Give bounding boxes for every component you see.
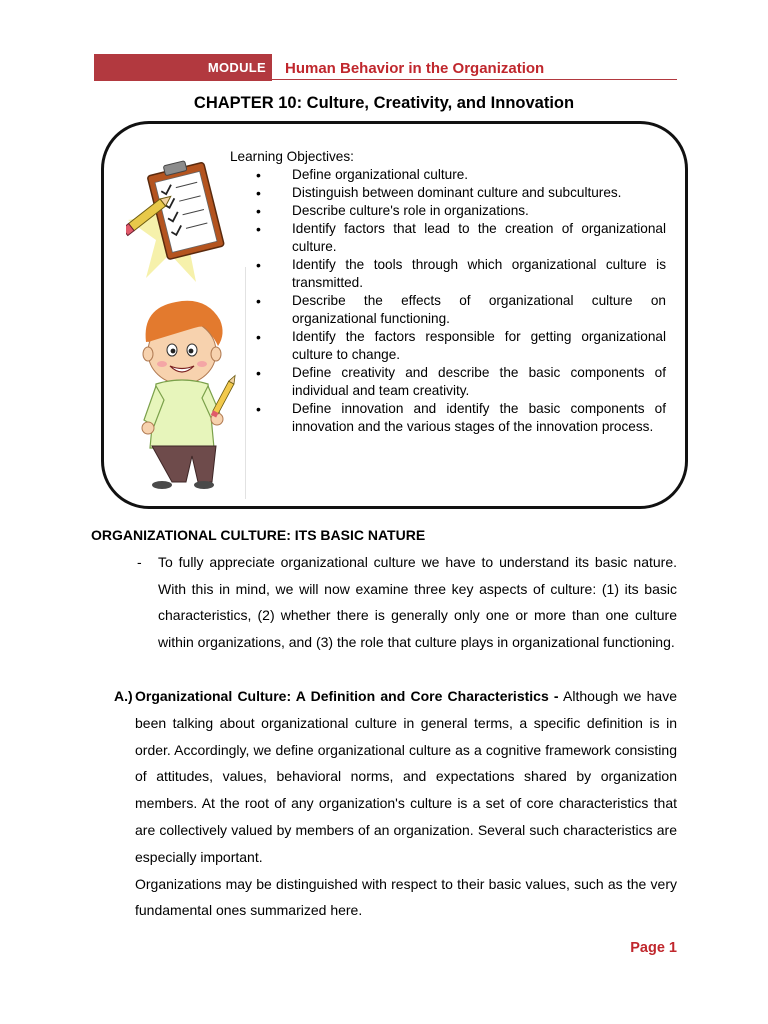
- section-heading: ORGANIZATIONAL CULTURE: ITS BASIC NATURE: [91, 527, 426, 543]
- intro-paragraph: To fully appreciate organizational culture we have to understand its basic nature. With this in mind, we will now examine three key aspects of culture: (1) its basic characteristics, (2) whether there is generally only one or more than one culture within organizations, and (3) the role that culture plays in organizational functioning.: [158, 554, 677, 650]
- subsection-a-title: Organizational Culture: A Definition and Core Characteristics -: [135, 688, 559, 704]
- module-tag: [94, 54, 272, 81]
- objective-item: • Define organizational culture.: [230, 166, 666, 184]
- objectives-illustration: [126, 146, 246, 496]
- objective-item: • Identify factors that lead to the creation of organizational culture.: [230, 220, 666, 256]
- subsection-a-label: A.): [114, 688, 133, 704]
- intro-dash-item: [91, 549, 677, 655]
- objective-item: • Identify the factors responsible for getting organizational culture to change.: [230, 328, 666, 364]
- objective-item: • Define innovation and identify the basic components of innovation and the various stages of the innovation process.: [230, 400, 666, 436]
- clipboard-checklist-icon: [126, 156, 224, 282]
- boy-with-pencil-icon: [142, 301, 238, 489]
- objective-item: • Describe culture's role in organizations.: [230, 202, 666, 220]
- objectives-text: [230, 148, 666, 436]
- page-number: Page 1: [630, 940, 677, 956]
- learning-objectives-box: [101, 121, 688, 509]
- objective-item: • Identify the tools through which organizational culture is transmitted.: [230, 256, 666, 292]
- objective-item: • Distinguish between dominant culture and subcultures.: [230, 184, 666, 202]
- module-label: MODULE: [207, 60, 266, 75]
- header-rule: [272, 79, 677, 80]
- module-title: Human Behavior in the Organization: [285, 60, 545, 77]
- subsection-a-follow-up: Organizations may be distinguished with respect to their basic values, such as the very fundamental ones summarized here.: [135, 875, 677, 919]
- objective-item: • Define creativity and describe the basic components of individual and team creativity.: [230, 364, 666, 400]
- module-header: [94, 54, 677, 82]
- subsection-a: [91, 683, 677, 924]
- dash-marker: -: [137, 554, 142, 570]
- objectives-heading: Learning Objectives:: [230, 149, 354, 164]
- chapter-title: CHAPTER 10: Culture, Creativity, and Innovation: [193, 94, 575, 112]
- subsection-a-body: [135, 683, 677, 924]
- objective-item: • Describe the effects of organizational culture on organizational functioning.: [230, 292, 666, 328]
- objectives-list: [230, 166, 666, 436]
- subsection-a-paragraph: Although we have been talking about organizational culture in general terms, a specific definition is in order. Accordingly, we define organizational culture as a cognitive framework consisting of attitudes, values, behavioral norms, and expectations shared by organization members. At the root of any organization's culture is a set of core characteristics that are collectively valued by members of an organization. Several such characteristics are especially important.: [135, 688, 677, 865]
